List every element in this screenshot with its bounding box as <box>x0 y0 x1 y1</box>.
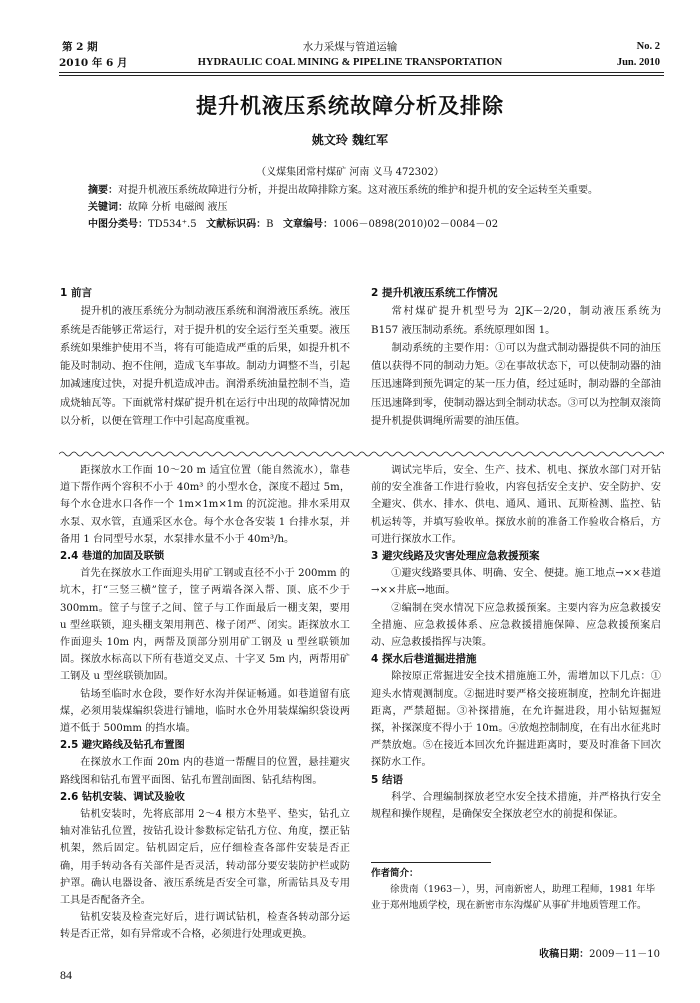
journal-title-cn: 水力采煤与管道运输 <box>302 41 398 53</box>
clc-label: 中图分类号： <box>88 219 148 230</box>
section-2-5-heading: 2.5 避灾路线及钻孔布置图 <box>60 739 185 752</box>
article-affiliation: （义煤集团常村煤矿 河南 义马 472302） <box>256 167 444 178</box>
received-label: 收稿日期： <box>539 949 590 960</box>
article-separator <box>59 450 664 458</box>
lower-left-paragraph-1: 距探放水工作面 10～20 m 适宜位置（能自然流水），靠巷道下帮作两个容积不小于 40m³ 的小型水仓，深度不超过 5m，每个水仓进水口各作一个 1m×1m×1m 的沉淀池。排水采用双水泵、双水管，直通采区水仓。每个水仓各安装 1 台排水泵，并备用 1 台同型号水泵，水泵排水量不小于 40m³/h。 <box>60 465 350 545</box>
clc-value: TD534⁺.5 <box>148 219 197 230</box>
lower-right-column <box>371 462 661 823</box>
lower-left-paragraph-3: 钻场至临时水仓段，要作好水沟并保证畅通。如巷道留有底煤，必须用装煤编织袋进行铺地，临时水仓外用装煤编织袋设两道不低于 500mm 的挡水墙。 <box>60 688 350 735</box>
section-3-heading: 3 避灾线路及灾害处理应急救援预案 <box>371 550 540 563</box>
lower-right-paragraph-4: 除按原正常掘进安全技术措施施工外，需增加以下几点：①迎头水情观测制度。②掘进时要严格交接班制度，控制允许掘进距离，严禁超掘。③补探措施，在允许掘进段，用小钻短掘短探，补探深度不得小于 10m。④放炮控制制度，在有出水征兆时严禁放炮。⑤在接近本回次允许掘进距离时，要及时准备下回次探防水工作。 <box>371 671 661 769</box>
section-2-6-heading: 2.6 钻机安装、调试及验收 <box>60 790 185 803</box>
section-1-heading: 1 前言 <box>60 287 92 299</box>
keywords-text: 故障 分析 电磁阀 液压 <box>128 202 228 213</box>
page-number: 84 <box>60 968 72 982</box>
abstract-label: 摘要： <box>88 185 118 196</box>
lower-right-paragraph-1: 调试完毕后，安全、生产、技术、机电、探放水部门对开钻前的安全准备工作进行验收，内容包括安全支护、安全防护、安全避灾、供水、排水、供电、通风、通讯、瓦斯检测、监控、钻机运转等，并填写验收单。探放水前的准备工作验收合格后，方可进行探放水工作。 <box>371 465 661 545</box>
lower-left-paragraph-5: 钻机安装时，先将底部用 2～4 根方木垫平、垫实，钻孔立轴对准钻孔位置，按钻孔设计参数标定钻孔方位、角度，摆正钻机架，然后固定。钻机固定后，应仔细检查各部件安装是否正确，用手转动各有关部件是否灵活，转动部分要安装防护栏或防护罩。确认电器设备、液压系统是否安全可靠，所需钻具及专用工具是否配备齐全。 <box>60 809 350 907</box>
received-date <box>539 945 660 960</box>
section-5-heading: 5 结语 <box>371 773 403 786</box>
issue-en: No. 2 <box>636 41 660 52</box>
section-2-paragraph-1: 常村煤矿提升机型号为 2JK－2/20，制动液压系统为 B157 液压制动系统。系统原理如图 1。 <box>371 305 661 336</box>
author-note-label: 作者简介： <box>371 868 419 879</box>
abstract <box>88 182 660 199</box>
header-rule <box>59 72 664 73</box>
doccode-label: 文献标识码： <box>206 219 267 230</box>
abstract-block <box>88 182 660 233</box>
lower-left-paragraph-4: 在探放水工作面 20m 内的巷道一帮醒目的位置，悬挂避灾路线图和钻孔布置平面图、钻孔布置剖面图、钻孔结构图。 <box>60 757 350 786</box>
issue-cn: 第 2 期 <box>62 41 98 53</box>
lower-right-paragraph-2: ①避灾线路要具体、明确、安全、便捷。施工地点→××巷道→××井底→地面。 <box>371 568 661 597</box>
article-authors: 姚文玲 魏红军 <box>311 133 389 147</box>
author-bio: 徐贵南（1963－），男，河南新密人，助理工程师，1981 年毕业于郑州地质学校，现在新密市东沟煤矿从事矿井地质管理工作。 <box>371 884 656 911</box>
lower-left-paragraph-6: 钻机安装及检查完好后，进行调试钻机，检查各转动部分运转是否正常，如有异常或不合格，必须进行处理或更换。 <box>60 912 350 941</box>
section-2-paragraph-2: 制动系统的主要作用：①可以为盘式制动器提供不同的油压值以获得不同的制动力矩。②在事故状态下，可以使制动器的油压迅速降到预先调定的某一压力值，经过延时，制动器的全部油压迅速降到零，使制动器达到全制动状态。③可以为控制双滚筒提升机提供调绳所需要的油压值。 <box>371 341 661 428</box>
section-2-heading: 2 提升机液压系统工作情况 <box>371 287 498 299</box>
abstract-text: 对提升机液压系统故障进行分析，并提出故障排除方案。这对液压系统的维护和提升机的安全运转至关重要。 <box>118 185 598 196</box>
keywords <box>88 199 660 216</box>
date-cn: 2010 年 6 月 <box>59 57 128 69</box>
lower-right-paragraph-3: ②编制在突水情况下应急救援预案。主要内容为应急救援安全措施、应急救援体系、应急救援措施保障、应急救援预案启动、应急救援指挥与决策。 <box>371 602 661 649</box>
author-note-rule <box>371 862 491 863</box>
upper-right-column <box>371 284 661 430</box>
classification-line <box>88 216 660 233</box>
doccode-value: B <box>266 219 274 230</box>
upper-left-column <box>60 284 350 430</box>
lower-left-paragraph-2: 首先在探放水工作面迎头用矿工钢或直径不小于 200mm 的坑木，打“三竖三横”筐子，筐子两端各深入帮、顶、底不少于 300mm。筐子与筐子之间、筐子与工作面最后一棚支架，要用 u 型丝联锁，迎头棚支架用荆芭、椽子闭严、闭实。距探放水工作面迎头 10m 内，两帮及顶部分别用矿工钢及 u 型丝联锁加固。探放水标高以下所有巷道交叉点、十字叉 5m 内，两帮用矿工钢及 u 型丝联锁加固。 <box>60 568 350 683</box>
article-title: 提升机液压系统故障分析及排除 <box>196 94 504 118</box>
received-value: 2009－11－10 <box>589 949 660 960</box>
articleno-label: 文章编号： <box>283 219 334 230</box>
author-note <box>371 866 661 914</box>
lower-left-column <box>60 462 350 944</box>
date-en: Jun. 2010 <box>616 57 660 68</box>
section-1-paragraph: 提升机的液压系统分为制动液压系统和润滑液压系统。液压系统是否能够正常运行，对于提升机的安全运行至关重要。液压系统如果维护使用不当，将有可能造成严重的后果，如提升机不能及时制动、抱不住闸，造成飞车事故。制动力调整不当，引起加减速度过快，对提升机造成冲击。润滑系统油量控制不当，造成烧轴瓦等。下面就常村煤矿提升机在运行中出现的故障情况加以分析，以便在管理工作中引起高度重视。 <box>60 305 350 428</box>
header-rule-2 <box>59 75 664 76</box>
lower-right-paragraph-5: 科学、合理编制探放老空水安全技术措施，并严格执行安全规程和操作规程，是确保安全探放老空水的前提和保证。 <box>371 791 661 821</box>
section-2-4-heading: 2.4 巷道的加固及联锁 <box>60 550 165 563</box>
section-4-heading: 4 探水后巷道掘进措施 <box>371 653 477 666</box>
keywords-label: 关键词： <box>88 202 128 213</box>
articleno-value: 1006－0898(2010)02－0084－02 <box>333 219 499 230</box>
journal-title-en: HYDRAULIC COAL MINING & PIPELINE TRANSPORTATION <box>197 57 503 68</box>
